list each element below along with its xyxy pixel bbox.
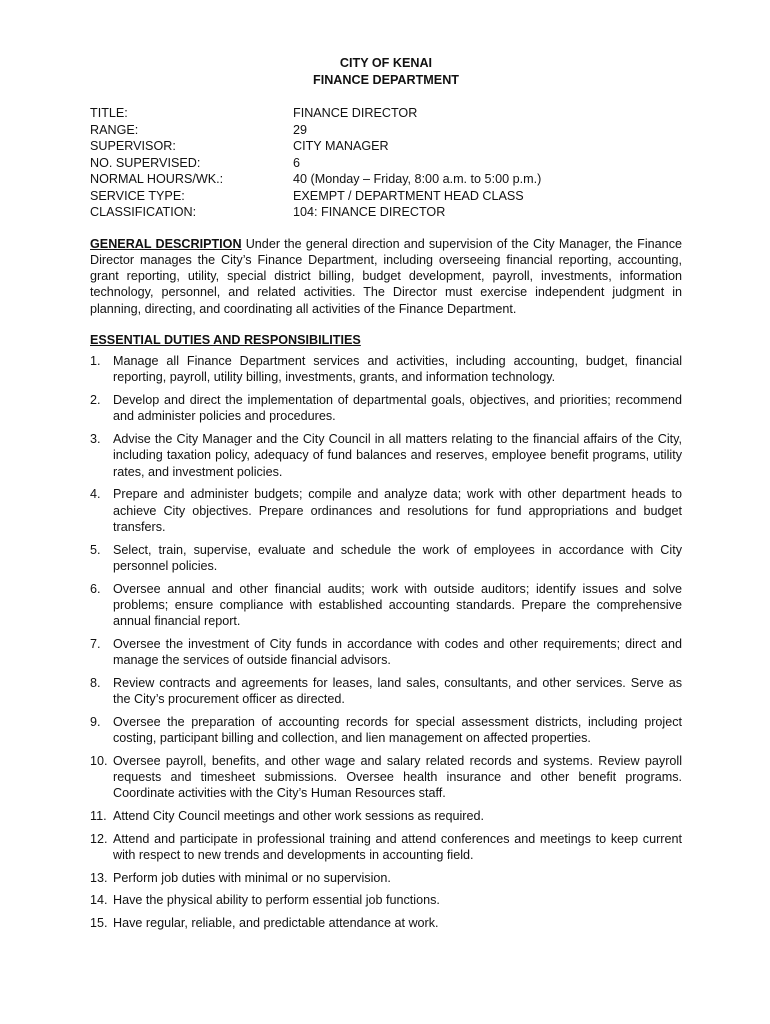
item-text: Perform job duties with minimal or no supervision.	[113, 870, 391, 885]
info-label: RANGE:	[90, 122, 139, 137]
item-number: 3.	[90, 431, 101, 446]
item-number: 2.	[90, 392, 101, 407]
item-text: Select, train, supervise, evaluate and schedule the work of employees in accordance with City personnel policies.	[113, 542, 682, 573]
info-row-hours	[90, 171, 682, 188]
item-number: 10.	[90, 753, 108, 768]
info-value: EXEMPT / DEPARTMENT HEAD CLASS	[293, 188, 524, 203]
item-number: 14.	[90, 893, 108, 908]
item-text: Prepare and administer budgets; compile and analyze data; work with other department heads to achieve City objectives. Prepare ordinances and resolutions for fund appropriations and budget transfers.	[113, 487, 682, 534]
general-description-heading: GENERAL DESCRIPTION	[90, 236, 242, 251]
info-value: 40 (Monday – Friday, 8:00 a.m. to 5:00 p.m.)	[293, 172, 542, 186]
info-value: 6	[293, 155, 301, 170]
list-item	[90, 808, 682, 824]
general-description	[90, 236, 682, 317]
list-item	[90, 915, 682, 931]
document-page	[90, 55, 682, 938]
item-text: Have the physical ability to perform essential job functions.	[113, 893, 440, 908]
info-label: NO. SUPERVISED:	[90, 155, 201, 170]
list-item	[90, 714, 682, 747]
item-text: Oversee payroll, benefits, and other wage and salary related records and systems. Review payroll requests and timesheet submissions. Oversee health insurance and other benefit programs. Coordinate activities with the City’s Human Resources staff.	[113, 753, 682, 801]
list-item	[90, 753, 682, 802]
item-number: 4.	[90, 487, 101, 502]
info-label: CLASSIFICATION:	[90, 205, 197, 219]
list-item	[90, 870, 682, 886]
item-text: Attend City Council meetings and other work sessions as required.	[113, 809, 484, 824]
info-row-classification	[90, 204, 682, 221]
list-item	[90, 581, 682, 630]
info-row-title	[90, 105, 682, 122]
item-text: Develop and direct the implementation of departmental goals, objectives, and priorities; recommend and administer policies and procedures.	[113, 392, 682, 424]
general-description-text: Under the general direction and supervision of the City Manager, the Finance Director manages the City’s Finance Department, including overseeing financial reporting, accounting, grant reporting, utility, special district billing, budget development, payroll, investments, information technology, personnel, and related activities. The Director must exercise independent judgment in planning, directing, and coordinating all activities of the Finance Department.	[90, 236, 682, 316]
info-row-service-type	[90, 188, 682, 205]
item-text: Oversee the preparation of accounting records for special assessment districts, including project costing, participant billing and collection, and lien management on affected properties.	[113, 714, 682, 746]
list-item	[90, 636, 682, 669]
info-value: 29	[293, 122, 308, 137]
item-number: 7.	[90, 636, 101, 651]
info-value: CITY MANAGER	[293, 139, 389, 153]
item-text: Oversee annual and other financial audits; work with outside auditors; identify issues and solve problems; ensure compliance with established accounting standards. Prepare the comprehensive annual financial report.	[113, 581, 682, 629]
position-info	[90, 105, 682, 221]
item-text: Advise the City Manager and the City Council in all matters relating to the financial affairs of the City, including taxation policy, adequacy of fund balances and reserves, employee benefit programs, utility rates, and investment policies.	[113, 431, 682, 479]
item-number: 5.	[90, 542, 101, 557]
list-item	[90, 431, 682, 480]
item-number: 1.	[90, 353, 101, 368]
list-item	[90, 892, 682, 908]
info-row-no-supervised	[90, 155, 682, 172]
department-title: FINANCE DEPARTMENT	[313, 72, 459, 87]
item-number: 13.	[90, 870, 108, 885]
list-item	[90, 392, 682, 425]
item-number: 12.	[90, 831, 108, 846]
info-label: SUPERVISOR:	[90, 139, 176, 153]
item-number: 6.	[90, 581, 101, 596]
list-item	[90, 675, 682, 708]
info-label: NORMAL HOURS/WK.:	[90, 172, 224, 186]
info-row-range	[90, 122, 682, 139]
item-number: 11.	[90, 809, 107, 824]
document-header	[90, 55, 682, 88]
list-item	[90, 486, 682, 535]
item-text: Manage all Finance Department services and activities, including accounting, budget, financial reporting, payroll, utility billing, investments, grants, and information technology.	[113, 353, 682, 385]
item-number: 15.	[90, 916, 108, 931]
item-text: Oversee the investment of City funds in accordance with codes and other requirements; direct and manage the services of outside financial advisors.	[113, 636, 682, 668]
item-text: Review contracts and agreements for leases, land sales, consultants, and other services. Serve as the City’s procurement officer as directed.	[113, 675, 682, 707]
info-label: SERVICE TYPE:	[90, 188, 185, 203]
item-number: 8.	[90, 675, 101, 690]
info-row-supervisor	[90, 138, 682, 155]
duties-heading: ESSENTIAL DUTIES AND RESPONSIBILITIES	[90, 332, 361, 347]
duties-list	[90, 353, 682, 931]
info-value: FINANCE DIRECTOR	[293, 106, 418, 120]
info-value: 104: FINANCE DIRECTOR	[293, 205, 446, 219]
item-text: Have regular, reliable, and predictable attendance at work.	[113, 916, 439, 931]
item-number: 9.	[90, 714, 101, 729]
city-title: CITY OF KENAI	[339, 56, 433, 70]
list-item	[90, 831, 682, 864]
item-text: Attend and participate in professional training and attend conferences and meetings to keep current with respect to new trends and developments in accounting field.	[113, 831, 682, 862]
info-label: TITLE:	[90, 106, 128, 120]
list-item	[90, 542, 682, 575]
list-item	[90, 353, 682, 386]
